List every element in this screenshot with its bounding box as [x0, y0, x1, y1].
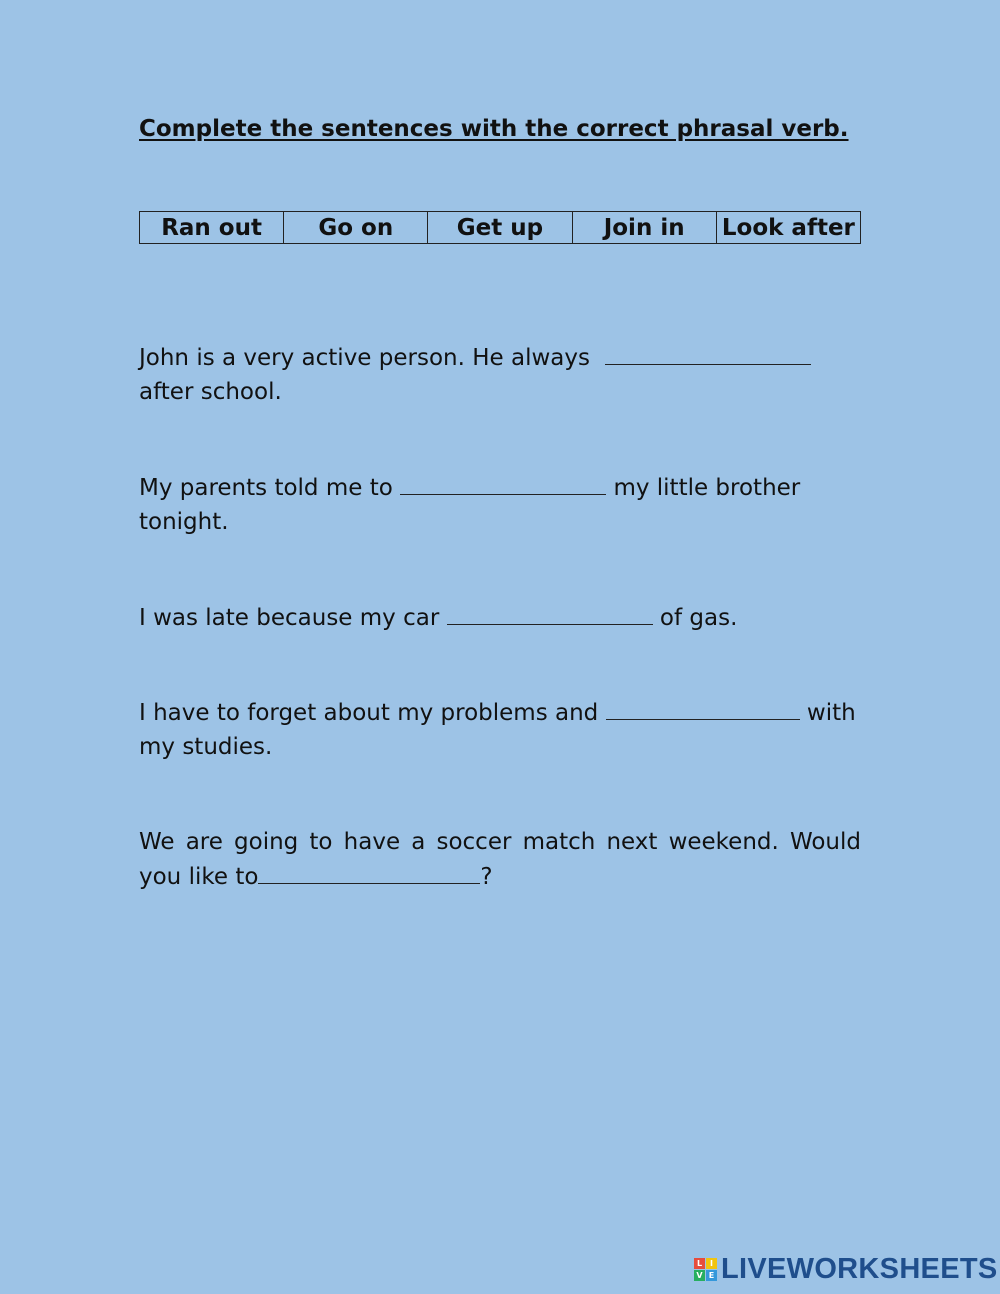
sentence-text: I was late because my car [139, 605, 440, 631]
logo-mark-icon: L I V E [694, 1258, 717, 1281]
word-bank [139, 211, 861, 244]
liveworksheets-logo [694, 1253, 998, 1286]
sentence-text: of gas. [659, 605, 738, 631]
sentence-text: ? [480, 864, 493, 890]
sentence-text: with my studies. [139, 700, 856, 760]
answer-blank[interactable] [447, 600, 653, 625]
sentence-5 [139, 825, 861, 894]
word-bank-item: Get up [428, 212, 572, 244]
sentence-text: John is a very active person. He always [139, 345, 590, 371]
word-bank-item: Ran out [140, 212, 284, 244]
sentence-4 [139, 695, 861, 764]
page-title: Complete the sentences with the correct phrasal verb. [139, 116, 849, 142]
word-bank-item: Look after [716, 212, 860, 244]
sentence-text: after school. [139, 379, 282, 405]
answer-blank[interactable] [606, 695, 800, 720]
answer-blank[interactable] [258, 859, 480, 884]
sentence-text: We are going to have a soccer match next weekend. Would you like to [139, 829, 861, 890]
answer-blank[interactable] [400, 470, 606, 495]
answer-blank[interactable] [605, 340, 811, 365]
sentence-3 [139, 600, 861, 635]
sentence-text: I have to forget about my problems and [139, 700, 599, 726]
word-bank-item: Join in [572, 212, 716, 244]
logo-text: LIVEWORKSHEETS [721, 1253, 998, 1285]
sentence-text: My parents told me to [139, 475, 393, 501]
sentence-2 [139, 470, 861, 539]
word-bank-item: Go on [284, 212, 428, 244]
sentence-text: my little brother tonight. [139, 475, 801, 535]
sentence-1 [139, 340, 861, 409]
